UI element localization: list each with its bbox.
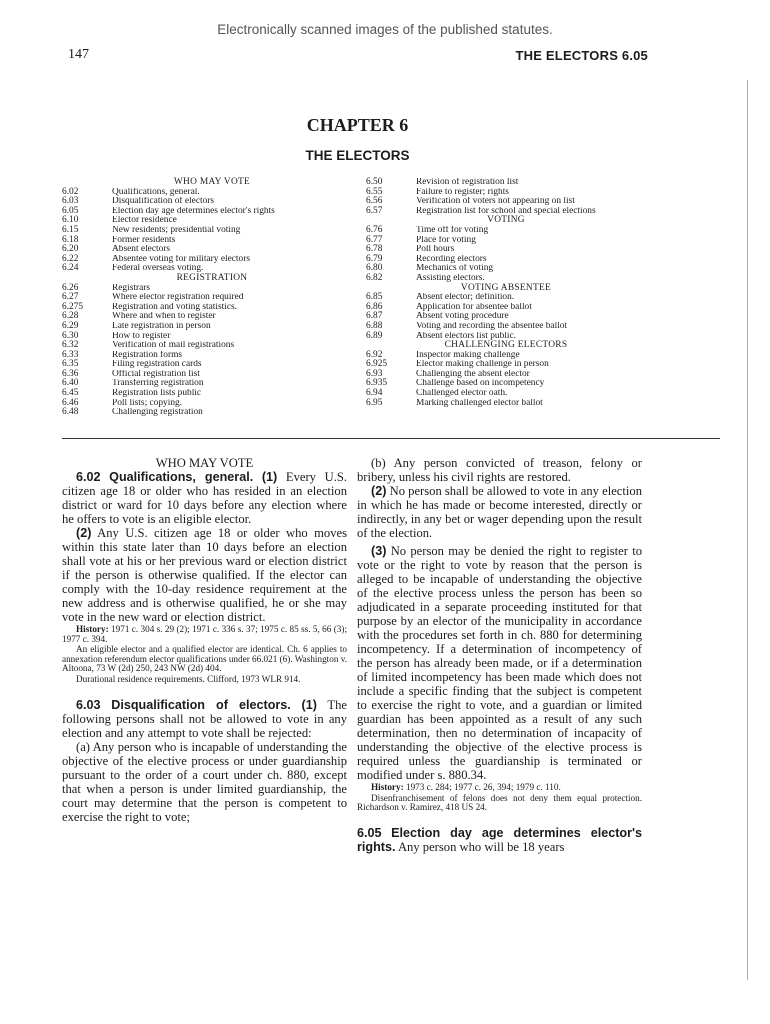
- toc-section-title: How to register: [112, 331, 171, 341]
- chapter-subtitle: THE ELECTORS: [305, 148, 410, 163]
- annotation-note: An eligible elector and a qualified elector are identical. Ch. 6 applies to annexation referendum elector qualifications under 66.021 (6). Washington v. Altoona, 73 W (2d) 250, 243 NW (2d) 404.: [62, 644, 348, 674]
- subsection-number: (2): [76, 526, 92, 540]
- annotation-note: Durational residence requirements. Clifford, 1973 WLR 914.: [76, 673, 301, 684]
- toc-section-title: Challenge based on incompetency: [416, 379, 545, 389]
- toc-group-heading: REGISTRATION: [176, 272, 248, 283]
- toc-entry: [366, 370, 666, 380]
- section-title: Disqualification of electors.: [111, 697, 291, 712]
- toc-entry: [366, 188, 666, 198]
- toc-section-title: Verification of mail registrations: [112, 341, 235, 351]
- toc-section-number: 6.86: [366, 301, 383, 312]
- subsection-6-03-3: [357, 544, 642, 782]
- toc-section-title: Challenging registration: [112, 408, 203, 418]
- section-number: 6.03: [76, 697, 101, 712]
- toc-section-number: 6.27: [62, 292, 79, 303]
- history-label: History:: [371, 782, 404, 792]
- history-text: 1973 c. 284; 1977 c. 26, 394; 1979 c. 110.: [405, 782, 561, 792]
- toc-entry: [62, 226, 362, 236]
- chapter-title: CHAPTER 6: [306, 115, 409, 135]
- toc-section-title: Where and when to register: [112, 312, 216, 322]
- toc-section-title: Filing registration cards: [112, 360, 202, 370]
- history-note: [62, 625, 347, 644]
- toc-group-heading: VOTING: [487, 215, 525, 226]
- toc-section-title: Elector making challenge in person: [416, 360, 549, 370]
- toc-section-title: Registration and voting statistics.: [112, 302, 237, 312]
- subsection-number: (1): [261, 470, 278, 484]
- toc-section-title: Inspector making challenge: [416, 350, 520, 360]
- toc-section-number: 6.26: [62, 282, 79, 293]
- toc-section-title: Time off for voting: [416, 225, 489, 235]
- toc-entry: [366, 178, 666, 188]
- subsection-6-02-2: [62, 526, 347, 624]
- body-left-column: [62, 456, 347, 824]
- toc-entry: [62, 207, 362, 217]
- toc-section-number: 6.80: [366, 263, 383, 274]
- section-group-heading: WHO MAY VOTE: [155, 456, 254, 470]
- toc-section-title: Verification of voters not appearing on list: [416, 197, 575, 207]
- toc-entry: [62, 351, 362, 361]
- toc-section-title: Official registration list: [112, 369, 200, 379]
- toc-section-title: Registration forms: [112, 350, 183, 360]
- toc-entry: [366, 322, 666, 332]
- toc-group-heading: WHO MAY VOTE: [173, 177, 251, 187]
- toc-section-title: Disqualification of electors: [112, 197, 215, 207]
- section-title: Qualifications, general.: [109, 470, 254, 484]
- toc-section-title: Transferring registration: [112, 379, 204, 389]
- toc-section-title: Challenging the absent elector: [416, 369, 530, 379]
- toc-section-number: 6.36: [62, 368, 79, 379]
- toc-section-title: Assisting electors.: [416, 273, 485, 283]
- toc-section-number: 6.45: [62, 388, 79, 399]
- toc-section-number: 6.55: [366, 186, 383, 197]
- toc-section-number: 6.35: [62, 359, 79, 370]
- toc-section-title: Place for voting: [416, 235, 476, 245]
- toc-section-title: Poll lists; copying.: [112, 398, 183, 408]
- toc-section-number: 6.29: [62, 320, 79, 331]
- toc-entry: [366, 197, 666, 207]
- toc-entry: [62, 216, 362, 226]
- toc-section-number: 6.02: [62, 186, 79, 197]
- toc-section-number: 6.57: [366, 205, 383, 216]
- toc-entry: [62, 322, 362, 332]
- toc-section-number: 6.56: [366, 196, 383, 207]
- scan-edge-line: [747, 80, 748, 980]
- toc-entry: [62, 312, 362, 322]
- section-title: Election day age determines elector's rights.: [357, 825, 642, 854]
- toc-section-title: Failure to register; rights: [416, 187, 509, 197]
- section-6-05: [357, 826, 642, 854]
- page-number: 147: [68, 47, 89, 62]
- running-head: THE ELECTORS 6.05: [515, 48, 648, 63]
- toc-section-number: 6.78: [366, 244, 383, 255]
- toc-entry: [62, 197, 362, 207]
- toc-section-number: 6.30: [62, 330, 79, 341]
- toc-group-heading: CHALLENGING ELECTORS: [444, 340, 568, 351]
- toc-section-title: Application for absentee ballot: [416, 302, 532, 312]
- toc-entry: [62, 245, 362, 255]
- toc-section-title: Mechanics of voting: [416, 264, 494, 274]
- section-number: 6.02: [76, 470, 101, 484]
- toc-section-number: 6.87: [366, 311, 383, 322]
- toc-section-title: Absent elector; definition.: [416, 293, 515, 303]
- toc-section-title: Former residents: [112, 235, 176, 245]
- toc-section-title: Where elector registration required: [112, 293, 244, 303]
- toc-section-number: 6.10: [62, 215, 79, 226]
- toc-section-title: Registration lists public: [112, 389, 202, 399]
- section-number: 6.05: [357, 825, 382, 840]
- history-text: 1971 c. 304 s. 29 (2); 1971 c. 336 s. 37; 1975 c. 85 ss. 5, 66 (3); 1977 c. 394.: [62, 624, 348, 644]
- section-text: Any person who will be 18 years: [397, 839, 565, 854]
- toc-section-number: 6.95: [366, 397, 383, 408]
- toc-entry: [366, 379, 666, 389]
- toc-right-column: [366, 178, 666, 408]
- toc-section-title: Revision of registration list: [416, 178, 519, 187]
- paragraph-a: (a) Any person who is incapable of understanding the objective of the elective process or under guardianship pursuant to the order of a court under ch. 880, except that when a person is under limited guardianship, the court may determine that the person is competent to exercise the right to vote;: [62, 739, 347, 824]
- toc-section-number: 6.33: [62, 349, 79, 360]
- toc-section-title: Registration list for school and special elections: [416, 206, 596, 216]
- toc-section-title: New residents; presidential voting: [112, 225, 241, 235]
- toc-section-title: Marking challenged elector ballot: [416, 398, 543, 408]
- toc-section-number: 6.22: [62, 253, 79, 264]
- toc-section-title: Absent electors: [112, 245, 171, 255]
- subsection-6-03-2: [357, 484, 642, 540]
- toc-section-number: 6.48: [62, 407, 79, 418]
- subsection-text: Any U.S. citizen age 18 or older who moves within this state later than 10 days before an election shall vote at his or her previous ward or election district if the person is otherwise qualified. If the elector can comply with the 10-day residence requirement at the new address and is otherwise qualified, he or she may vote in the new ward or election district.: [62, 526, 347, 624]
- section-text: The following persons shall not be allowed to vote in any election and any attempt to vote shall be rejected:: [62, 697, 348, 740]
- toc-entry: [366, 399, 666, 409]
- toc-entry: [62, 303, 362, 313]
- toc-section-number: 6.40: [62, 378, 79, 389]
- toc-entry: [62, 341, 362, 351]
- scan-notice: Electronically scanned images of the published statutes.: [217, 22, 553, 37]
- toc-section-number: 6.20: [62, 244, 79, 255]
- subsection-number: (1): [301, 697, 317, 712]
- toc-entry: [366, 245, 666, 255]
- toc-section-number: 6.925: [366, 359, 388, 370]
- toc-section-title: Absent electors list public.: [416, 331, 516, 341]
- toc-section-title: Qualifications, general.: [112, 187, 200, 197]
- toc-section-number: 6.76: [366, 224, 383, 235]
- toc-section-number: 6.88: [366, 320, 383, 331]
- toc-section-title: Absent voting procedure: [416, 312, 509, 322]
- body-right-column: [357, 456, 642, 854]
- section-6-03: [62, 698, 347, 740]
- subsection-number: (2): [371, 484, 387, 498]
- history-label: History:: [76, 624, 109, 634]
- toc-entry: [366, 226, 666, 236]
- toc-section-title: Federal overseas voting.: [112, 264, 204, 274]
- toc-section-number: 6.92: [366, 349, 383, 360]
- toc-entry: [366, 264, 666, 274]
- toc-entry: [366, 389, 666, 399]
- history-note: [357, 783, 642, 793]
- section-6-02: [62, 470, 347, 526]
- toc-section-title: Voting and recording the absentee ballot: [416, 321, 568, 331]
- toc-section-title: Poll hours: [416, 245, 455, 255]
- paragraph-b: (b) Any person convicted of treason, felony or bribery, unless his civil rights are restored.: [357, 456, 642, 484]
- toc-section-number: 6.275: [62, 301, 84, 312]
- toc-section-number: 6.28: [62, 311, 79, 322]
- toc-section-number: 6.94: [366, 388, 383, 399]
- toc-section-number: 6.93: [366, 368, 383, 379]
- toc-section-title: Recording electors: [416, 254, 487, 264]
- toc-entry: [62, 293, 362, 303]
- toc-entry: [366, 360, 666, 370]
- toc-entry: [366, 255, 666, 265]
- toc-section-number: 6.50: [366, 177, 383, 187]
- toc-entry: [62, 399, 362, 409]
- toc-section-title: Late registration in person: [112, 321, 211, 331]
- toc-section-number: 6.32: [62, 340, 79, 351]
- toc-entry: [62, 360, 362, 370]
- toc-section-number: 6.79: [366, 253, 383, 264]
- toc-section-title: Registrars: [112, 283, 151, 293]
- toc-section-number: 6.15: [62, 224, 79, 235]
- toc-entry: [366, 293, 666, 303]
- toc-group-heading: VOTING ABSENTEE: [460, 282, 552, 293]
- toc-section-title: Challenged elector oath.: [416, 389, 508, 399]
- subsection-text: No person shall be allowed to vote in any election in which he has made or become interested, directly or indirectly, in any bet or wager depending upon the result of the election.: [357, 484, 642, 540]
- toc-section-title: Absentee voting for military electors: [112, 254, 250, 264]
- toc-section-number: 6.82: [366, 272, 383, 283]
- section-text: Every U.S. citizen age 18 or older who has resided in an election district or ward for 10 days before any election where he offers to vote is an eligible elector.: [62, 470, 348, 526]
- toc-left-column: [62, 178, 362, 418]
- toc-section-number: 6.77: [366, 234, 383, 245]
- toc-section-number: 6.05: [62, 205, 79, 216]
- toc-entry: [366, 303, 666, 313]
- toc-section-title: Elector residence: [112, 216, 177, 226]
- toc-entry: [62, 370, 362, 380]
- toc-entry: [366, 236, 666, 246]
- toc-section-number: 6.24: [62, 263, 79, 274]
- toc-entry: [62, 255, 362, 265]
- annotation-note: Disenfranchisement of felons does not deny them equal protection. Richardson v. Ramirez, 418 US 24.: [357, 792, 642, 813]
- toc-entry: [62, 236, 362, 246]
- toc-section-number: 6.03: [62, 196, 79, 207]
- toc-entry: [62, 284, 362, 294]
- toc-section-number: 6.85: [366, 292, 383, 303]
- toc-entry: [62, 332, 362, 342]
- toc-entry: [62, 389, 362, 399]
- toc-section-number: 6.46: [62, 397, 79, 408]
- toc-entry: [366, 312, 666, 322]
- toc-entry: [62, 188, 362, 198]
- subsection-number: (3): [371, 544, 387, 558]
- toc-section-number: 6.18: [62, 234, 79, 245]
- toc-entry: [62, 379, 362, 389]
- toc-section-number: 6.935: [366, 378, 388, 389]
- toc-section-number: 6.89: [366, 330, 383, 341]
- toc-entry: [366, 351, 666, 361]
- toc-entry: [62, 408, 362, 418]
- section-divider: [62, 438, 720, 439]
- subsection-text: No person may be denied the right to register to vote or the right to vote by reason that the person is alleged to be incapable of understanding the objective of the elective process unless the person has been so adjudicated in a separate proceeding instituted for that purpose by an elector of the municipality in accordance with the procedures set forth in ch. 880 for determining incompetency. If a determination of incompetency of the person has already been made, or if a determination of limited incompetency has been made which does not include a specific finding that the subject is competent to exercise the right to vote, and a guardian or limited guardian has been appointed as a result of any such determination, then no determination of incapacity of understanding the objective of the elective process is required unless the guardianship is terminated or modified under s. 880.34.: [357, 544, 642, 782]
- toc-section-title: Election day age determines elector's rights: [112, 206, 275, 216]
